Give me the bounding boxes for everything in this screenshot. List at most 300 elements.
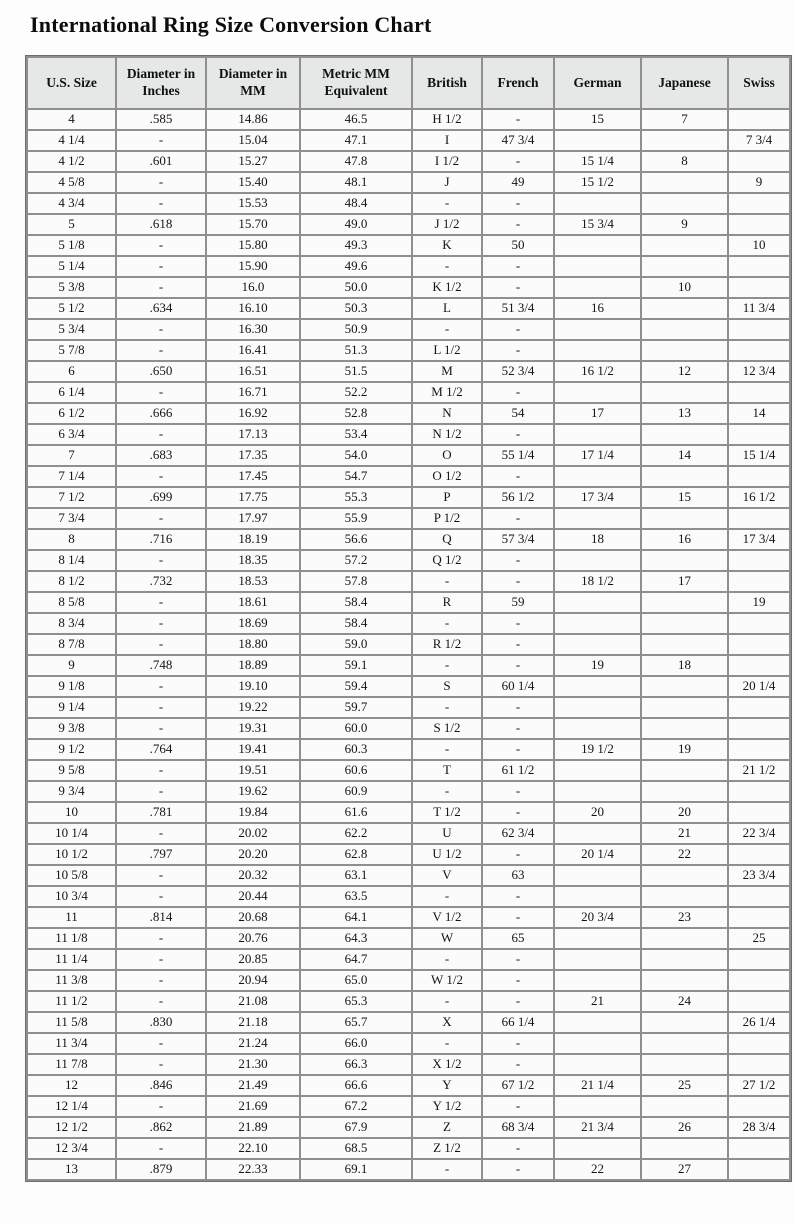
cell: 57.8: [301, 572, 411, 591]
cell: 5: [28, 215, 115, 234]
cell: 10: [642, 278, 727, 297]
cell: [555, 677, 640, 696]
cell: 11 1/2: [28, 992, 115, 1011]
cell: M 1/2: [413, 383, 481, 402]
table-row: [28, 404, 789, 423]
cell: 15.80: [207, 236, 299, 255]
cell: 8 7/8: [28, 635, 115, 654]
cell: 21.18: [207, 1013, 299, 1032]
table-row: [28, 761, 789, 780]
cell: -: [483, 551, 553, 570]
cell: 49: [483, 173, 553, 192]
table-row: [28, 1118, 789, 1137]
table-row: [28, 719, 789, 738]
cell: N: [413, 404, 481, 423]
cell: 15.40: [207, 173, 299, 192]
cell: [729, 1160, 789, 1179]
cell: 9 5/8: [28, 761, 115, 780]
header-row: [28, 58, 789, 108]
cell: [642, 677, 727, 696]
cell: 9: [28, 656, 115, 675]
cell: 60.0: [301, 719, 411, 738]
table-row: [28, 236, 789, 255]
cell: 20.85: [207, 950, 299, 969]
cell: 65: [483, 929, 553, 948]
cell: [642, 614, 727, 633]
cell: -: [483, 1055, 553, 1074]
table-row: [28, 1139, 789, 1158]
cell: Q 1/2: [413, 551, 481, 570]
cell: 64.1: [301, 908, 411, 927]
cell: X: [413, 1013, 481, 1032]
cell: I 1/2: [413, 152, 481, 171]
cell: [555, 929, 640, 948]
cell: -: [483, 383, 553, 402]
table-row: [28, 845, 789, 864]
cell: -: [117, 131, 205, 150]
table-row: [28, 1160, 789, 1179]
cell: 18: [555, 530, 640, 549]
cell: -: [413, 194, 481, 213]
cell: .683: [117, 446, 205, 465]
cell: 5 1/8: [28, 236, 115, 255]
cell: 10: [729, 236, 789, 255]
cell: 51.3: [301, 341, 411, 360]
cell: -: [483, 803, 553, 822]
table-row: [28, 194, 789, 213]
cell: 17.97: [207, 509, 299, 528]
cell: [729, 950, 789, 969]
cell: -: [117, 719, 205, 738]
cell: 24: [642, 992, 727, 1011]
cell: S: [413, 677, 481, 696]
table-row: [28, 488, 789, 507]
cell: [642, 761, 727, 780]
cell: 16.41: [207, 341, 299, 360]
cell: .716: [117, 530, 205, 549]
cell: 11 5/8: [28, 1013, 115, 1032]
table-row: [28, 320, 789, 339]
cell: -: [117, 614, 205, 633]
cell: [555, 698, 640, 717]
cell: 59.0: [301, 635, 411, 654]
cell: -: [483, 509, 553, 528]
cell: 47 3/4: [483, 131, 553, 150]
cell: 8: [28, 530, 115, 549]
cell: R 1/2: [413, 635, 481, 654]
cell: -: [483, 1160, 553, 1179]
cell: 22: [642, 845, 727, 864]
cell: [642, 1097, 727, 1116]
cell: [642, 257, 727, 276]
cell: 8 3/4: [28, 614, 115, 633]
cell: 20.94: [207, 971, 299, 990]
cell: P: [413, 488, 481, 507]
cell: [642, 782, 727, 801]
cell: [729, 1097, 789, 1116]
cell: 17.13: [207, 425, 299, 444]
cell: 20.32: [207, 866, 299, 885]
cell: 58.4: [301, 593, 411, 612]
cell: 21 3/4: [555, 1118, 640, 1137]
cell: -: [413, 1160, 481, 1179]
cell: 18.89: [207, 656, 299, 675]
cell: 4 1/4: [28, 131, 115, 150]
cell: 57.2: [301, 551, 411, 570]
cell: [729, 194, 789, 213]
table-row: [28, 1076, 789, 1095]
cell: 20 1/4: [729, 677, 789, 696]
cell: 50: [483, 236, 553, 255]
cell: [642, 929, 727, 948]
cell: -: [413, 614, 481, 633]
cell: -: [117, 383, 205, 402]
cell: -: [117, 194, 205, 213]
cell: -: [413, 257, 481, 276]
cell: 50.3: [301, 299, 411, 318]
cell: -: [483, 341, 553, 360]
table-row: [28, 278, 789, 297]
cell: 5 3/8: [28, 278, 115, 297]
cell: 20: [555, 803, 640, 822]
cell: 12 1/2: [28, 1118, 115, 1137]
cell: [642, 341, 727, 360]
cell: 21.69: [207, 1097, 299, 1116]
cell: 66.0: [301, 1034, 411, 1053]
cell: U 1/2: [413, 845, 481, 864]
cell: [642, 971, 727, 990]
cell: 49.0: [301, 215, 411, 234]
cell: 20.02: [207, 824, 299, 843]
cell: 9 1/2: [28, 740, 115, 759]
cell: 49.6: [301, 257, 411, 276]
cell: [729, 887, 789, 906]
cell: 17 1/4: [555, 446, 640, 465]
cell: 8 1/2: [28, 572, 115, 591]
cell: 59.1: [301, 656, 411, 675]
table-row: [28, 572, 789, 591]
cell: -: [413, 320, 481, 339]
cell: 17 3/4: [555, 488, 640, 507]
cell: [555, 887, 640, 906]
table-row: [28, 698, 789, 717]
cell: W 1/2: [413, 971, 481, 990]
table-row: [28, 341, 789, 360]
cell: 17.45: [207, 467, 299, 486]
cell: [729, 614, 789, 633]
cell: -: [483, 845, 553, 864]
cell: 59: [483, 593, 553, 612]
cell: [729, 1055, 789, 1074]
cell: [642, 173, 727, 192]
cell: [729, 152, 789, 171]
cell: 8 5/8: [28, 593, 115, 612]
cell: -: [117, 1097, 205, 1116]
cell: 9: [729, 173, 789, 192]
table-row: [28, 677, 789, 696]
cell: 9: [642, 215, 727, 234]
column-header: Metric MM Equivalent: [301, 58, 411, 108]
cell: 19: [729, 593, 789, 612]
table-row: [28, 257, 789, 276]
cell: 57 3/4: [483, 530, 553, 549]
cell: 66.3: [301, 1055, 411, 1074]
cell: 55 1/4: [483, 446, 553, 465]
table-row: [28, 362, 789, 381]
cell: -: [483, 1097, 553, 1116]
cell: 17: [555, 404, 640, 423]
cell: [729, 908, 789, 927]
cell: 47.1: [301, 131, 411, 150]
cell: 54.7: [301, 467, 411, 486]
cell: 23: [642, 908, 727, 927]
cell: [642, 131, 727, 150]
cell: -: [483, 257, 553, 276]
cell: [729, 320, 789, 339]
cell: 15.27: [207, 152, 299, 171]
cell: 21.30: [207, 1055, 299, 1074]
cell: 58.4: [301, 614, 411, 633]
table-row: [28, 110, 789, 129]
cell: X 1/2: [413, 1055, 481, 1074]
cell: [642, 467, 727, 486]
cell: 7 3/4: [28, 509, 115, 528]
cell: [729, 551, 789, 570]
cell: V: [413, 866, 481, 885]
cell: 14.86: [207, 110, 299, 129]
cell: 20.76: [207, 929, 299, 948]
column-header: Swiss: [729, 58, 789, 108]
cell: 20.20: [207, 845, 299, 864]
cell: 22 3/4: [729, 824, 789, 843]
cell: 7: [28, 446, 115, 465]
cell: 15 3/4: [555, 215, 640, 234]
cell: 23 3/4: [729, 866, 789, 885]
column-header: U.S. Size: [28, 58, 115, 108]
cell: Z 1/2: [413, 1139, 481, 1158]
cell: [642, 950, 727, 969]
cell: 14: [642, 446, 727, 465]
cell: 22.33: [207, 1160, 299, 1179]
cell: [729, 635, 789, 654]
table-header: [28, 58, 789, 108]
table-row: [28, 299, 789, 318]
cell: 21.08: [207, 992, 299, 1011]
cell: [729, 845, 789, 864]
cell: [729, 992, 789, 1011]
cell: 21.24: [207, 1034, 299, 1053]
cell: -: [117, 866, 205, 885]
cell: [555, 194, 640, 213]
cell: 19: [555, 656, 640, 675]
cell: 9 3/4: [28, 782, 115, 801]
cell: 21.89: [207, 1118, 299, 1137]
cell: 22: [555, 1160, 640, 1179]
cell: 64.7: [301, 950, 411, 969]
cell: [555, 425, 640, 444]
cell: 9 3/8: [28, 719, 115, 738]
cell: 7 1/4: [28, 467, 115, 486]
table-row: [28, 866, 789, 885]
cell: -: [413, 887, 481, 906]
cell: 10 1/4: [28, 824, 115, 843]
cell: [729, 467, 789, 486]
cell: .781: [117, 803, 205, 822]
cell: 54.0: [301, 446, 411, 465]
cell: 11 3/8: [28, 971, 115, 990]
table-row: [28, 152, 789, 171]
cell: 20 1/4: [555, 845, 640, 864]
table-row: [28, 740, 789, 759]
table-row: [28, 950, 789, 969]
table-row: [28, 446, 789, 465]
cell: 59.4: [301, 677, 411, 696]
cell: 11 3/4: [729, 299, 789, 318]
cell: [642, 866, 727, 885]
cell: [729, 719, 789, 738]
cell: -: [483, 215, 553, 234]
table-row: [28, 1097, 789, 1116]
cell: 5 1/2: [28, 299, 115, 318]
cell: .814: [117, 908, 205, 927]
cell: 12 3/4: [729, 362, 789, 381]
cell: O: [413, 446, 481, 465]
cell: T 1/2: [413, 803, 481, 822]
cell: -: [117, 551, 205, 570]
table-row: [28, 1034, 789, 1053]
cell: 19.62: [207, 782, 299, 801]
cell: 8 1/4: [28, 551, 115, 570]
cell: -: [483, 110, 553, 129]
cell: [555, 1034, 640, 1053]
cell: 17.35: [207, 446, 299, 465]
cell: 9 1/8: [28, 677, 115, 696]
cell: -: [117, 278, 205, 297]
cell: [555, 257, 640, 276]
cell: -: [413, 572, 481, 591]
column-header: Japanese: [642, 58, 727, 108]
cell: .601: [117, 152, 205, 171]
cell: -: [483, 152, 553, 171]
cell: -: [117, 1055, 205, 1074]
cell: [729, 740, 789, 759]
cell: N 1/2: [413, 425, 481, 444]
cell: [555, 593, 640, 612]
cell: -: [483, 908, 553, 927]
cell: 15 1/4: [729, 446, 789, 465]
cell: M: [413, 362, 481, 381]
cell: 18: [642, 656, 727, 675]
cell: 56.6: [301, 530, 411, 549]
cell: 19.31: [207, 719, 299, 738]
cell: -: [117, 425, 205, 444]
cell: -: [413, 950, 481, 969]
cell: 54: [483, 404, 553, 423]
table-row: [28, 971, 789, 990]
cell: [642, 551, 727, 570]
cell: [642, 635, 727, 654]
cell: W: [413, 929, 481, 948]
cell: 69.1: [301, 1160, 411, 1179]
cell: 27 1/2: [729, 1076, 789, 1095]
cell: 19.84: [207, 803, 299, 822]
cell: [555, 635, 640, 654]
cell: Y: [413, 1076, 481, 1095]
cell: [642, 509, 727, 528]
table-row: [28, 215, 789, 234]
cell: 11 1/8: [28, 929, 115, 948]
table-row: [28, 929, 789, 948]
table-row: [28, 656, 789, 675]
cell: 63: [483, 866, 553, 885]
cell: -: [483, 698, 553, 717]
cell: 64.3: [301, 929, 411, 948]
cell: 12: [642, 362, 727, 381]
cell: -: [483, 971, 553, 990]
cell: [555, 551, 640, 570]
cell: [642, 719, 727, 738]
cell: [729, 341, 789, 360]
cell: [555, 320, 640, 339]
cell: [729, 1139, 789, 1158]
cell: -: [483, 320, 553, 339]
cell: -: [117, 761, 205, 780]
cell: [642, 194, 727, 213]
cell: [642, 887, 727, 906]
cell: 4 1/2: [28, 152, 115, 171]
cell: -: [483, 635, 553, 654]
cell: R: [413, 593, 481, 612]
cell: 16.0: [207, 278, 299, 297]
cell: [555, 341, 640, 360]
cell: 17 3/4: [729, 530, 789, 549]
cell: 20: [642, 803, 727, 822]
cell: 27: [642, 1160, 727, 1179]
cell: 10 5/8: [28, 866, 115, 885]
cell: .879: [117, 1160, 205, 1179]
cell: 11: [28, 908, 115, 927]
cell: -: [117, 677, 205, 696]
cell: H 1/2: [413, 110, 481, 129]
cell: O 1/2: [413, 467, 481, 486]
cell: [642, 1034, 727, 1053]
cell: [555, 824, 640, 843]
cell: 19 1/2: [555, 740, 640, 759]
cell: 6 1/2: [28, 404, 115, 423]
cell: J: [413, 173, 481, 192]
cell: 15: [555, 110, 640, 129]
cell: 68 3/4: [483, 1118, 553, 1137]
cell: -: [483, 278, 553, 297]
cell: 53.4: [301, 425, 411, 444]
cell: I: [413, 131, 481, 150]
cell: 8: [642, 152, 727, 171]
table-row: [28, 635, 789, 654]
cell: 16.30: [207, 320, 299, 339]
cell: [642, 236, 727, 255]
cell: -: [483, 740, 553, 759]
cell: 6 1/4: [28, 383, 115, 402]
cell: 59.7: [301, 698, 411, 717]
table-row: [28, 173, 789, 192]
cell: -: [483, 614, 553, 633]
cell: [555, 236, 640, 255]
cell: 12: [28, 1076, 115, 1095]
cell: V 1/2: [413, 908, 481, 927]
cell: -: [117, 257, 205, 276]
cell: 12 3/4: [28, 1139, 115, 1158]
cell: [555, 614, 640, 633]
